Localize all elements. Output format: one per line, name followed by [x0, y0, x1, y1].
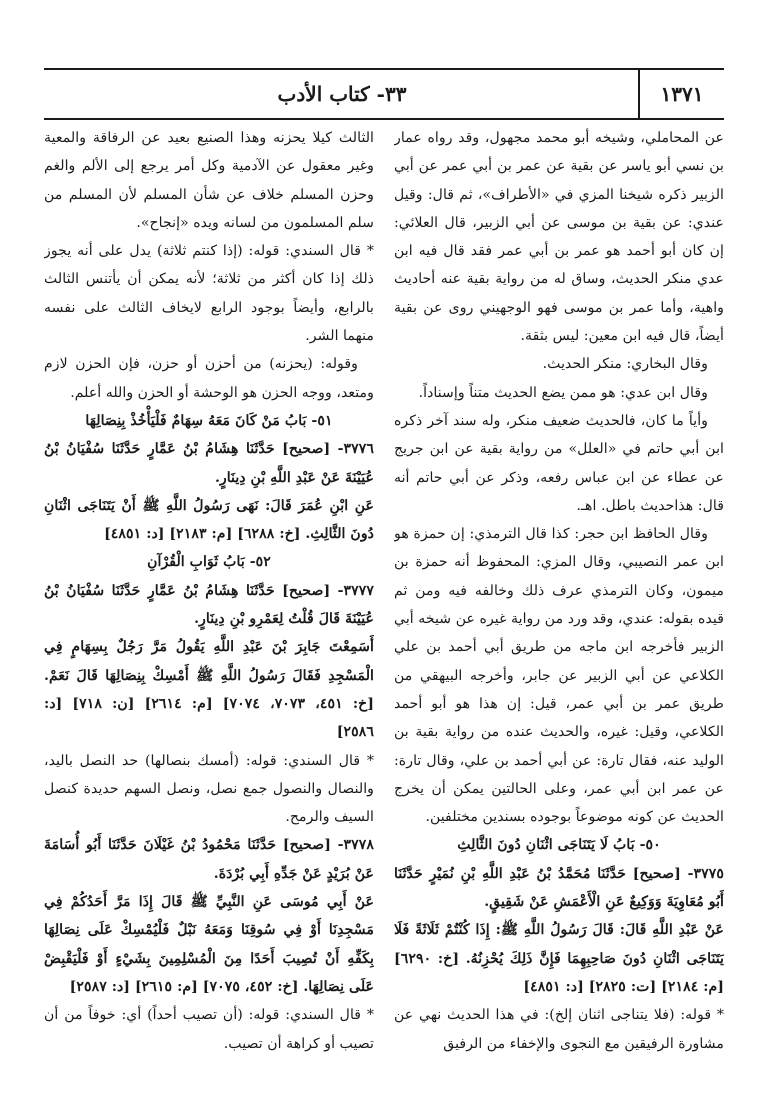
paragraph: الثالث كيلا يحزنه وهذا الصنيع بعيد عن الرفاقة والمعية وغير معقول عن الآدمية وكل أمر يرجع إلى الألم والغم وحزن المسلم خلاف عن شأن المسلم لأن المسلم من سلم المسلمون من لسانه ويده «إنجاح». [44, 130, 374, 231]
commentary-note: * قال السندي: قوله: (أن تصيب أحداً) أي: خوفاً من أن تصيب أو كراهة أن تصيب. [44, 1007, 374, 1052]
hadith-text: ٣٧٧٨- [صحيح] حَدَّثَنَا مَحْمُودُ بْنُ غَيْلَانَ حَدَّثَنَا أَبُو أُسَامَةَ عَنْ بُرَيْدٍ عَنْ جَدِّهِ أَبِي بُرْدَةَ. [44, 837, 374, 882]
chapter-heading: ٥٠- بَابُ لَا يَتَنَاجَى اثْنَانِ دُونَ الثَّالِثِ [457, 837, 661, 854]
chapter-heading: ٥١- بَابُ مَنْ كَانَ مَعَهُ سِهَامٌ فَلْيَأْخُذْ بِنِصَالِهَا [85, 412, 333, 429]
commentary-note: * قال السندي: قوله: (أمسك بنصالها) حد النصل باليد، والنصال والنصول جمع نصل، ونصل السهم حديدة كنصل السيف والرمح. [44, 752, 374, 826]
left-column [44, 124, 374, 1099]
paragraph: عن المحاملي، وشيخه أبو محمد مجهول، وقد رواه عمار بن نسي أبو ياسر عن بقية عن عمر بن أبي عمر عن أبي الزبير ذكره شيخنا المزي في «الأطراف»، ثم قال: وقيل عندي: عن بقية بن موسى عن أبي الزبير، قال العلائي: إن كان أبو أحمد هو عمر بن أبي عمر فقد قال فيه ابن عدي منكر الحديث، وساق له من رواية بقية عنه أحاديث واهية، وأما عمر بن موسى فهو الوجهيني روى عن بقية أيضاً، قال فيه ابن معين: ليس بثقة. [394, 130, 724, 345]
page-frame [44, 68, 724, 1099]
hadith-text: ٣٧٧٧- [صحيح] حَدَّثَنَا هِشَامُ بْنُ عَمَّارٍ حَدَّثَنَا سُفْيَانُ بْنُ عُيَيْنَةَ قَالَ قُلْتُ لِعَمْرِو بْنِ دِينَارٍ. [44, 582, 374, 628]
right-column [394, 124, 724, 1099]
hadith-text: ٣٧٧٦- [صحيح] حَدَّثَنَا هِشَامُ بْنُ عَمَّارٍ حَدَّثَنَا سُفْيَانُ بْنُ عُيَيْنَةَ عَنْ عَبْدِ اللَّهِ بْنِ دِينَارٍ. [44, 441, 374, 486]
hadith-text: ٣٧٧٥- [صحيح] حَدَّثَنَا مُحَمَّدُ بْنُ عَبْدِ اللَّهِ بْنِ نُمَيْرٍ حَدَّثَنَا أَبُو مُعَاوِيَةَ وَوَكِيعٌ عَنِ الْأَعْمَشِ عَنْ شَقِيقٍ. [394, 865, 724, 911]
page-number: ١٣٧١ [638, 70, 724, 118]
hadith-text: عَنِ ابْنِ عُمَرَ قَالَ: نَهَى رَسُولُ اللَّهِ ﷺ أَنْ يَتَنَاجَى اثْنَانِ دُونَ الثَّالِثِ. [خ: ٦٢٨٨] [م: ٢١٨٣] [د: ٤٨٥١] [44, 497, 374, 543]
paragraph: وأياً ما كان، فالحديث ضعيف منكر، وله سند آخر ذكره ابن أبي حاتم في «العلل» من رواية بقية عن ابن جريج عن عطاء عن ابن عباس رفعه، وذكر عن أبي حاتم أنه قال: هذاحديث باطل. اهـ. [394, 412, 724, 514]
chapter-heading: ٥٢- بَابُ ثَوَابِ الْقُرْآنِ [147, 554, 271, 571]
chapter-title: ٣٣- كتاب الأدب [277, 82, 407, 106]
paragraph: وقال الحافظ ابن حجر: كذا قال الترمذي: إن حمزة هو ابن عمر النصيبي، وقال المزي: المحفوظ أنه حمزة بن ميمون، وكان الترمذي عرف ذلك وخالفه فيه ومن ثم قيده بقوله: عندي، وقد ورد من رواية غيره عن شيخه أبي الزبير فأخرجه ابن ماجه من طريق أبي أحمد بن علي الكلاعي عن أبي الزبير عن جابر، وأخرجه البيهقي من طريق عمر بن أبي عمر، قيل: إن هذا هو أبو أحمد الكلاعي، وقيل: غيره، والحديث عنده من رواية بقية بن الوليد عنه، فقال تارة: عن أبي أحمد بن علي، وقال تارة: عن عمر ابن أبي عمر، وعلى الحالتين يمكن أن يخرج الحديث عن كونه موضوعاً بوجوده بسندين مختلفين. [394, 526, 724, 826]
paragraph: وقال البخاري: منكر الحديث. [542, 356, 708, 373]
commentary-note: * قال السندي: قوله: (إذا كنتم ثلاثة) يدل على أنه يجوز ذلك إذا كان أكثر من ثلاثة؛ لأنه يمكن أن يأتنس الثالث بالرابع، وأيضاً بوجود الرابع لايخاف الثالث على نفسه منهما الشر. [44, 243, 374, 345]
paragraph: وقوله: (يحزنه) من أحزن أو حزن، فإن الحزن لازم ومتعد، ووجه الحزن هو الوحشة أو الحزن والله أعلم. [44, 356, 374, 401]
hadith-text: أَسَمِعْتَ جَابِرَ بْنَ عَبْدِ اللَّهِ يَقُولُ مَرَّ رَجُلٌ بِسِهَامٍ فِي الْمَسْجِدِ فَقَالَ رَسُولُ اللَّهِ ﷺ أَمْسِكْ بِنِصَالِهَا قَالَ نَعَمْ. [خ: ٤٥١، ٧٠٧٣، ٧٠٧٤] [م: ٢٦١٤] [ن: ٧١٨] [د: ٢٥٨٦] [44, 639, 374, 741]
running-header [44, 68, 724, 120]
hadith-text: عَنْ عَبْدِ اللَّهِ قَالَ: قَالَ رَسُولُ اللَّهِ ﷺ: إِذَا كُنْتُمْ ثَلَاثَةً فَلَا يَتَنَاجَى اثْنَانِ دُونَ صَاحِبِهِمَا فَإِنَّ ذَلِكَ يُحْزِنُهُ. [خ: ٦٢٩٠] [م: ٢١٨٤] [ت: ٢٨٢٥] [د: ٤٨٥١] [394, 922, 724, 995]
paragraph: وقال ابن عدي: هو ممن يضع الحديث متناً وإسناداً. [418, 384, 708, 401]
hadith-text: عَنْ أَبِي مُوسَى عَنِ النَّبِيِّ ﷺ قَالَ إِذَا مَرَّ أَحَدُكُمْ فِي مَسْجِدِنَا أَوْ فِي سُوقِنَا وَمَعَهُ نَبْلٌ فَلْيُمْسِكْ عَلَى نِصَالِهَا بِكَفِّهِ أَنْ تُصِيبَ أَحَدًا مِنَ الْمُسْلِمِينَ بِشَيْءٍ أَوْ فَلْيَقْبِضْ عَلَى نِصَالِهَا. [خ: ٤٥٢، ٧٠٧٥] [م: ٢٦١٥] [د: ٢٥٨٧] [44, 894, 374, 995]
commentary-note: * قوله: (فلا يتناجى اثنان إلخ): في هذا الحديث نهي عن مشاورة الرفيقين مع النجوى والإخفاء من الرفيق [394, 1007, 724, 1052]
